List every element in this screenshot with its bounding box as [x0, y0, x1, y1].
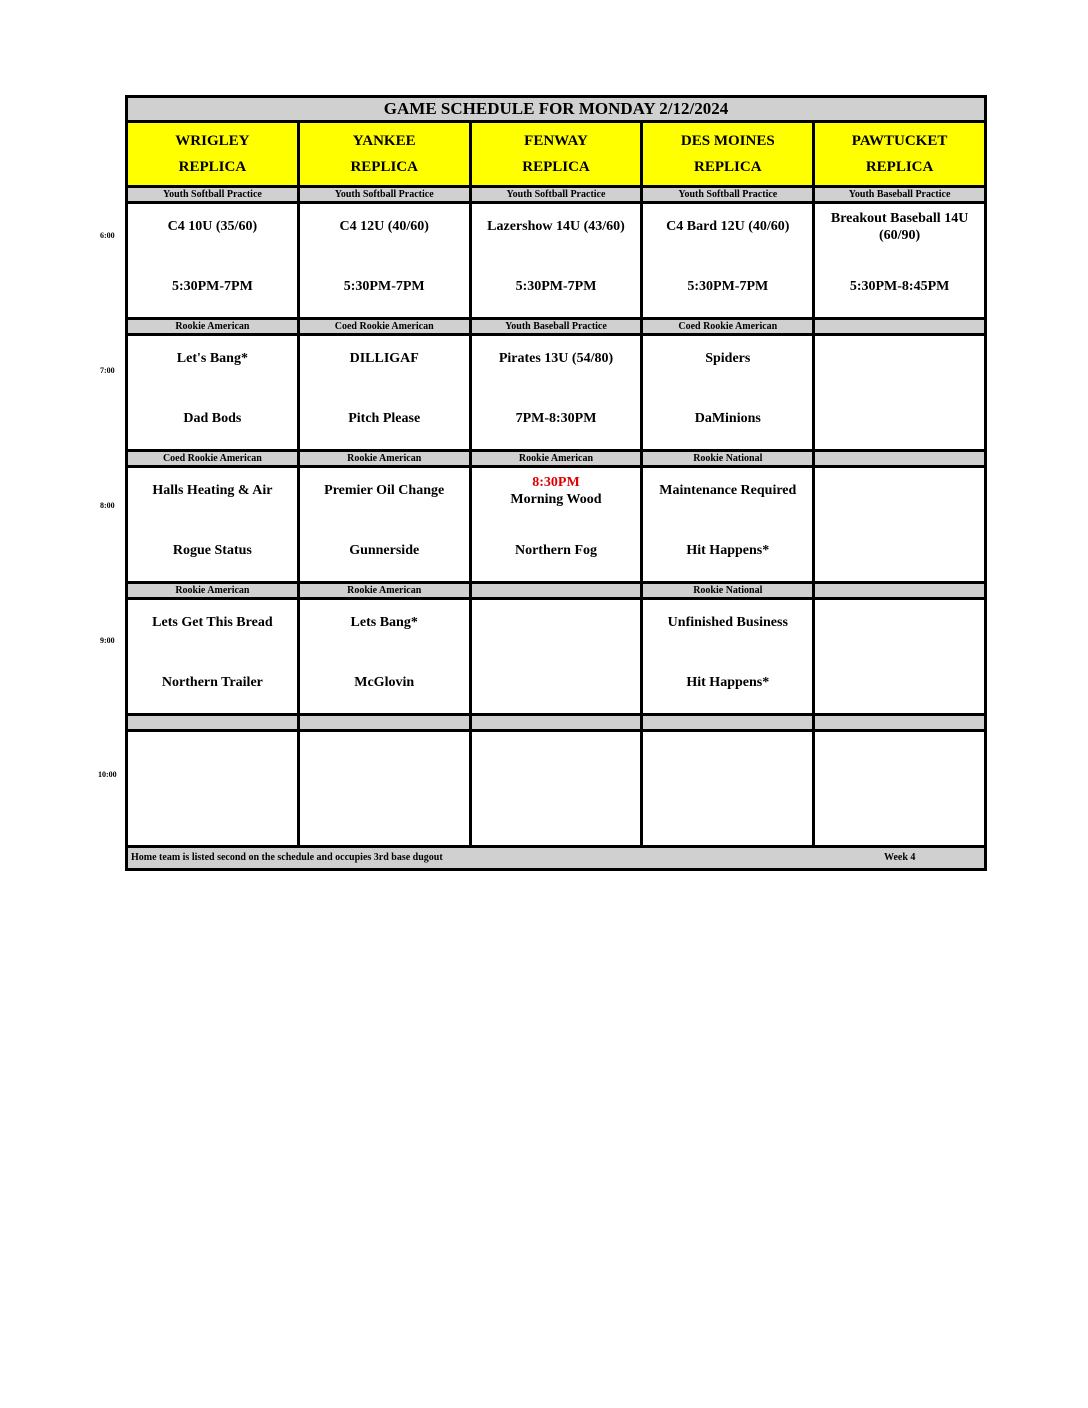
away-team: Let's Bang* — [176, 351, 248, 366]
field-sub: REPLICA — [178, 159, 247, 175]
schedule-footer — [127, 847, 986, 870]
week-label: Week 4 — [884, 852, 916, 863]
game-cell — [814, 335, 986, 451]
home-team: Hit Happens* — [686, 675, 770, 690]
schedule-sheet — [125, 95, 987, 871]
division-label: Rookie American — [298, 583, 470, 599]
game-cell — [642, 335, 814, 451]
game-cell — [470, 599, 642, 715]
field-sub: REPLICA — [865, 159, 934, 175]
division-label — [127, 715, 299, 731]
division-label — [642, 715, 814, 731]
home-team: DaMinions — [694, 411, 761, 426]
field-name: PAWTUCKET — [851, 133, 948, 149]
home-team: 5:30PM-7PM — [171, 279, 253, 294]
game-cell — [127, 203, 299, 319]
home-team: 5:30PM-7PM — [343, 279, 425, 294]
division-label: Rookie American — [298, 451, 470, 467]
field-sub: REPLICA — [522, 159, 590, 175]
time-change-note: 8:30PM — [532, 475, 580, 490]
game-row — [127, 731, 986, 847]
game-cell — [470, 335, 642, 451]
game-cell — [814, 467, 986, 583]
division-label: Coed Rookie American — [642, 319, 814, 335]
game-cell — [470, 203, 642, 319]
division-row — [127, 187, 986, 203]
away-team: Maintenance Required — [659, 483, 797, 498]
game-row — [127, 599, 986, 715]
game-cell — [298, 335, 470, 451]
away-team-line2: (60/90) — [878, 228, 921, 243]
field-header — [814, 122, 986, 187]
game-cell — [127, 599, 299, 715]
home-team: McGlovin — [354, 675, 415, 690]
away-team: Morning Wood — [510, 492, 602, 507]
home-team: Pitch Please — [348, 411, 421, 426]
schedule-title: GAME SCHEDULE FOR MONDAY 2/12/2024 — [127, 97, 986, 122]
game-cell — [814, 203, 986, 319]
home-team: Dad Bods — [183, 411, 242, 426]
away-team: Pirates 13U (54/80) — [498, 351, 614, 366]
home-team: Hit Happens* — [686, 543, 770, 558]
game-cell — [298, 467, 470, 583]
division-label — [470, 715, 642, 731]
home-team: 5:30PM-7PM — [515, 279, 597, 294]
away-team: C4 12U (40/60) — [339, 219, 429, 234]
division-label: Youth Softball Practice — [470, 187, 642, 203]
home-team: 7PM-8:30PM — [515, 411, 597, 426]
time-label-6: 6:00 — [100, 231, 115, 240]
division-label: Coed Rookie American — [127, 451, 299, 467]
away-team: Spiders — [705, 351, 751, 366]
field-sub: REPLICA — [350, 159, 418, 175]
field-name: WRIGLEY — [175, 133, 250, 149]
division-label: Rookie National — [642, 451, 814, 467]
home-team: Rogue Status — [172, 543, 252, 558]
game-cell — [814, 731, 986, 847]
field-name: FENWAY — [524, 133, 588, 149]
away-team: Lets Get This Bread — [152, 615, 273, 630]
time-label-8: 8:00 — [100, 501, 115, 510]
division-label — [814, 319, 986, 335]
game-cell — [642, 731, 814, 847]
game-cell — [642, 203, 814, 319]
field-header-row — [127, 122, 986, 187]
game-cell — [814, 599, 986, 715]
away-team: Premier Oil Change — [324, 483, 445, 498]
game-cell — [127, 731, 299, 847]
away-team: Unfinished Business — [667, 615, 788, 630]
division-label: Youth Softball Practice — [127, 187, 299, 203]
home-team-note: Home team is listed second on the schedule and occupies 3rd base dugout — [131, 852, 443, 863]
division-label: Rookie American — [127, 583, 299, 599]
division-label: Rookie American — [470, 451, 642, 467]
division-label: Rookie American — [127, 319, 299, 335]
away-team: C4 Bard 12U (40/60) — [666, 219, 790, 234]
time-label-9: 9:00 — [100, 636, 115, 645]
division-label — [814, 451, 986, 467]
game-cell — [470, 731, 642, 847]
away-team: Breakout Baseball 14U — [830, 211, 969, 226]
game-cell — [642, 467, 814, 583]
away-team: Lazershow 14U (43/60) — [487, 219, 625, 234]
home-team: 5:30PM-8:45PM — [849, 279, 950, 294]
field-header — [470, 122, 642, 187]
division-label: Coed Rookie American — [298, 319, 470, 335]
field-header — [298, 122, 470, 187]
field-name: YANKEE — [352, 133, 416, 149]
division-row — [127, 715, 986, 731]
game-row — [127, 335, 986, 451]
game-cell — [298, 731, 470, 847]
home-team: Gunnerside — [349, 543, 420, 558]
home-team: 5:30PM-7PM — [687, 279, 769, 294]
game-cell — [298, 203, 470, 319]
field-header — [642, 122, 814, 187]
away-team: Lets Bang* — [350, 615, 418, 630]
away-team: C4 10U (35/60) — [167, 219, 258, 234]
field-sub: REPLICA — [694, 159, 762, 175]
away-team: DILLIGAF — [349, 351, 419, 366]
division-row — [127, 451, 986, 467]
away-team: Halls Heating & Air — [152, 483, 273, 498]
division-label: Youth Softball Practice — [642, 187, 814, 203]
game-cell — [298, 599, 470, 715]
game-row — [127, 467, 986, 583]
division-label — [298, 715, 470, 731]
division-label: Youth Baseball Practice — [814, 187, 986, 203]
division-label — [814, 583, 986, 599]
time-label-10: 10:00 — [98, 770, 117, 779]
time-label-7: 7:00 — [100, 366, 115, 375]
division-row — [127, 319, 986, 335]
home-team: Northern Trailer — [161, 675, 263, 690]
division-label: Youth Baseball Practice — [470, 319, 642, 335]
division-label — [470, 583, 642, 599]
game-cell — [127, 335, 299, 451]
division-label — [814, 715, 986, 731]
division-label: Youth Softball Practice — [298, 187, 470, 203]
home-team: Northern Fog — [514, 543, 598, 558]
field-header — [127, 122, 299, 187]
schedule-table — [125, 95, 987, 871]
game-cell — [642, 599, 814, 715]
game-cell — [470, 467, 642, 583]
field-name: DES MOINES — [680, 133, 775, 149]
division-label: Rookie National — [642, 583, 814, 599]
division-row — [127, 583, 986, 599]
game-row — [127, 203, 986, 319]
game-cell — [127, 467, 299, 583]
